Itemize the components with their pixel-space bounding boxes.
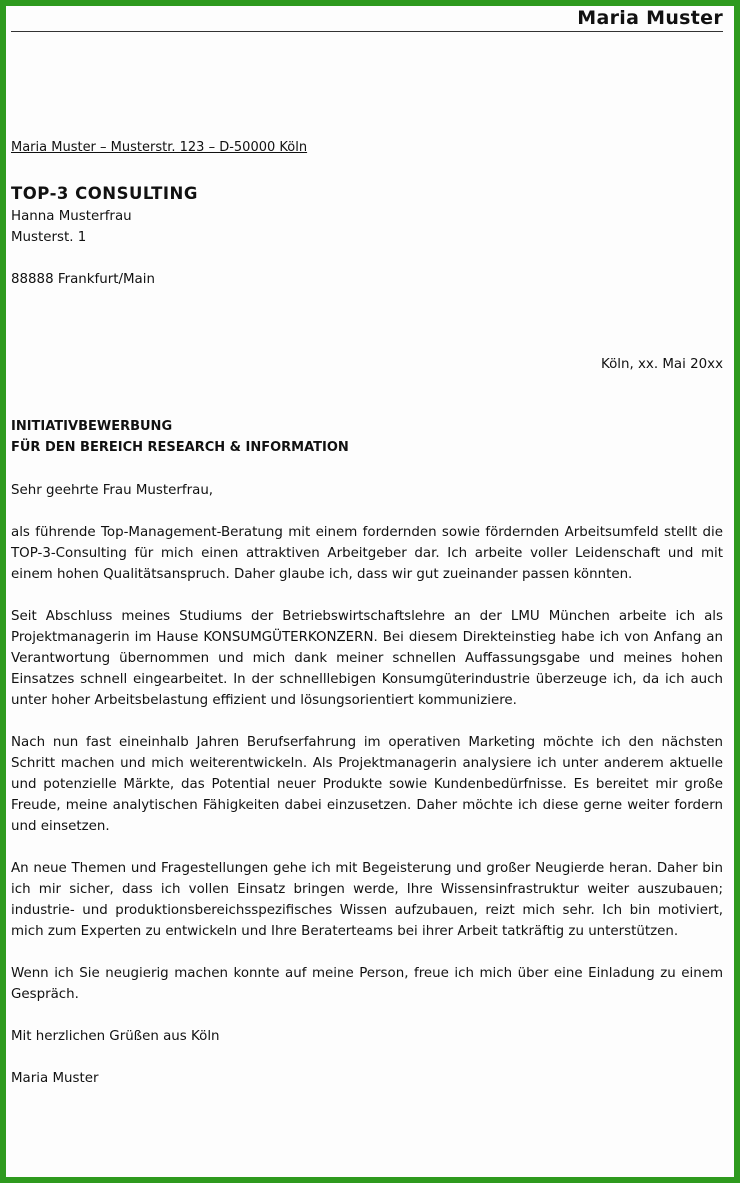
salutation: Sehr geehrte Frau Musterfrau, [11,483,214,498]
recipient-address [11,182,198,248]
subject-block [11,416,349,458]
recipient-city: 88888 Frankfurt/Main [11,272,155,287]
recipient-person: Hanna Musterfrau [11,209,132,224]
sender-address-line: Maria Muster – Musterstr. 123 – D-50000 Köln [11,140,308,155]
body-paragraph-4: An neue Themen und Fragestellungen gehe ich mit Begeisterung und großer Neugierde heran. Daher bin ich mir sicher, dass ich vollen Einsatz bringen werde, Ihre Wissensinfrastruktur weiter auszubauen; industrie- und produktionsbereichsspezifisches Wissen aufzubauen, reizt mich sehr. Ich bin motiviert, mich zum Experten zu entwickeln und Ihre Beraterteams bei ihrer Arbeit tatkräftig zu unterstützen. [11,861,723,939]
letter-page [6,6,734,1177]
header-rule [11,31,723,32]
body-paragraph-5: Wenn ich Sie neugierig machen konnte auf meine Person, freue ich mich über eine Einladung zu einem Gespräch. [11,966,723,1002]
letter-body [11,480,723,1110]
body-paragraph-3: Nach nun fast eineinhalb Jahren Berufserfahrung im operativen Marketing möchte ich den nächsten Schritt machen und mich weiterentwickeln. Als Projektmanagerin analysiere ich unter anderem aktuelle und potenzielle Märkte, das Potential neuer Produkte sowie Kundenbedürfnisse. Es bereitet mir große Freude, meine analytischen Fähigkeiten dabei einzusetzen. Daher möchte ich diese gerne weiter fordern und einsetzen. [11,735,723,834]
closing: Mit herzlichen Grüßen aus Köln [11,1029,220,1044]
recipient-street: Musterst. 1 [11,230,87,245]
body-paragraph-1: als führende Top-Management-Beratung mit einem fordernden sowie fördernden Arbeitsumfeld stellt die TOP-3-Consulting für mich einen attraktiven Arbeitgeber dar. Ich arbeite voller Leidenschaft und mit einem hohen Qualitätsanspruch. Daher glaube ich, dass wir gut zueinander passen könnten. [11,525,723,582]
subject-line-1: INITIATIVBEWERBUNG [11,419,173,434]
header-name: Maria Muster [577,7,723,29]
signature: Maria Muster [11,1071,99,1086]
letter-date: Köln, xx. Mai 20xx [600,357,723,372]
subject-line-2: FÜR DEN BEREICH RESEARCH & INFORMATION [11,440,349,455]
body-paragraph-2: Seit Abschluss meines Studiums der Betriebswirtschaftslehre an der LMU München arbeite ich als Projektmanagerin im Hause KONSUMGÜTERKONZERN. Bei diesem Direkteinstieg habe ich von Anfang an Verantwortung übernommen und mich dank meiner schnellen Auffassungsgabe und meines hohen Einsatzes schnell eingearbeitet. In der schnelllebigen Konsumgüterindustrie überzeuge ich, da ich auch unter hoher Arbeitsbelastung effizient und lösungsorientiert kommuniziere. [11,609,723,708]
recipient-company: TOP-3 CONSULTING [11,184,198,203]
